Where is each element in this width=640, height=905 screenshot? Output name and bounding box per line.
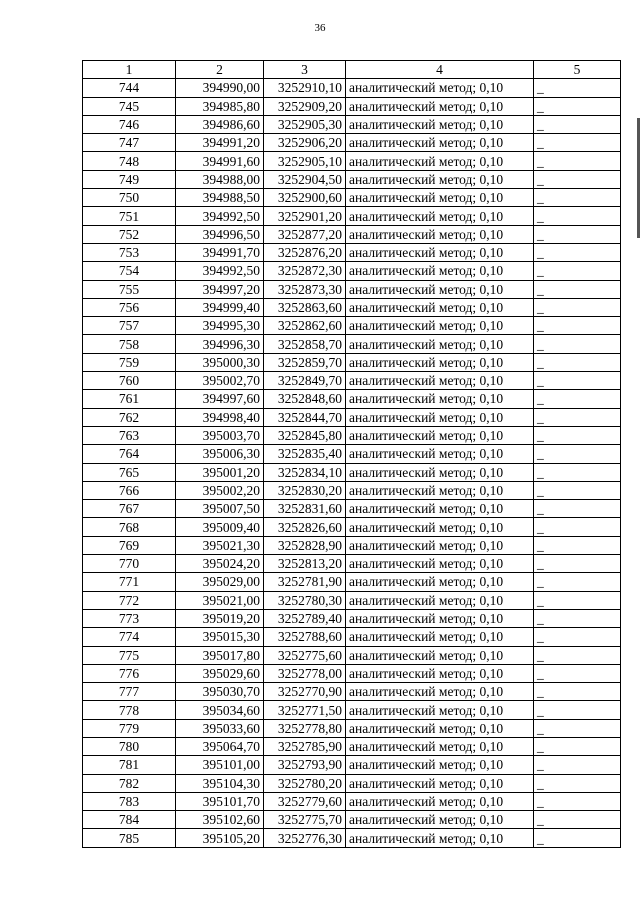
method-cell: аналитический метод; 0,10 xyxy=(346,207,534,225)
x-coordinate-cell: 394997,60 xyxy=(176,390,264,408)
description-cell: _ xyxy=(534,207,621,225)
description-cell: _ xyxy=(534,353,621,371)
method-cell: аналитический метод; 0,10 xyxy=(346,170,534,188)
method-cell: аналитический метод; 0,10 xyxy=(346,134,534,152)
y-coordinate-cell: 3252813,20 xyxy=(264,555,346,573)
y-coordinate-cell: 3252849,70 xyxy=(264,372,346,390)
table-row xyxy=(83,481,621,499)
point-number-cell: 784 xyxy=(83,811,176,829)
x-coordinate-cell: 394996,50 xyxy=(176,225,264,243)
description-cell: _ xyxy=(534,481,621,499)
table-row xyxy=(83,353,621,371)
method-cell: аналитический метод; 0,10 xyxy=(346,829,534,847)
table-row xyxy=(83,609,621,627)
point-number-cell: 783 xyxy=(83,792,176,810)
y-coordinate-cell: 3252775,60 xyxy=(264,646,346,664)
x-coordinate-cell: 394988,50 xyxy=(176,189,264,207)
description-cell: _ xyxy=(534,280,621,298)
description-cell: _ xyxy=(534,536,621,554)
y-coordinate-cell: 3252901,20 xyxy=(264,207,346,225)
point-number-cell: 754 xyxy=(83,262,176,280)
table-row xyxy=(83,536,621,554)
method-cell: аналитический метод; 0,10 xyxy=(346,664,534,682)
x-coordinate-cell: 394991,20 xyxy=(176,134,264,152)
table-row xyxy=(83,646,621,664)
method-cell: аналитический метод; 0,10 xyxy=(346,500,534,518)
point-number-cell: 773 xyxy=(83,609,176,627)
y-coordinate-cell: 3252905,30 xyxy=(264,115,346,133)
point-number-cell: 758 xyxy=(83,335,176,353)
x-coordinate-cell: 394992,50 xyxy=(176,207,264,225)
table-row xyxy=(83,445,621,463)
point-number-cell: 767 xyxy=(83,500,176,518)
point-number-cell: 772 xyxy=(83,591,176,609)
description-cell: _ xyxy=(534,408,621,426)
y-coordinate-cell: 3252863,60 xyxy=(264,298,346,316)
table-row xyxy=(83,152,621,170)
x-coordinate-cell: 395101,00 xyxy=(176,756,264,774)
table-row xyxy=(83,792,621,810)
header-col-5: 5 xyxy=(534,61,621,79)
x-coordinate-cell: 395006,30 xyxy=(176,445,264,463)
point-number-cell: 775 xyxy=(83,646,176,664)
method-cell: аналитический метод; 0,10 xyxy=(346,555,534,573)
point-number-cell: 777 xyxy=(83,683,176,701)
y-coordinate-cell: 3252844,70 xyxy=(264,408,346,426)
y-coordinate-cell: 3252877,20 xyxy=(264,225,346,243)
y-coordinate-cell: 3252909,20 xyxy=(264,97,346,115)
method-cell: аналитический метод; 0,10 xyxy=(346,774,534,792)
point-number-cell: 762 xyxy=(83,408,176,426)
y-coordinate-cell: 3252781,90 xyxy=(264,573,346,591)
y-coordinate-cell: 3252775,70 xyxy=(264,811,346,829)
y-coordinate-cell: 3252873,30 xyxy=(264,280,346,298)
method-cell: аналитический метод; 0,10 xyxy=(346,390,534,408)
table-row xyxy=(83,262,621,280)
description-cell: _ xyxy=(534,829,621,847)
point-number-cell: 744 xyxy=(83,79,176,97)
x-coordinate-cell: 395007,50 xyxy=(176,500,264,518)
table-row xyxy=(83,372,621,390)
y-coordinate-cell: 3252848,60 xyxy=(264,390,346,408)
point-number-cell: 766 xyxy=(83,481,176,499)
y-coordinate-cell: 3252778,80 xyxy=(264,719,346,737)
x-coordinate-cell: 395001,20 xyxy=(176,463,264,481)
description-cell: _ xyxy=(534,518,621,536)
y-coordinate-cell: 3252778,00 xyxy=(264,664,346,682)
description-cell: _ xyxy=(534,79,621,97)
table-row xyxy=(83,628,621,646)
x-coordinate-cell: 395064,70 xyxy=(176,737,264,755)
description-cell: _ xyxy=(534,573,621,591)
y-coordinate-cell: 3252789,40 xyxy=(264,609,346,627)
point-number-cell: 749 xyxy=(83,170,176,188)
method-cell: аналитический метод; 0,10 xyxy=(346,372,534,390)
method-cell: аналитический метод; 0,10 xyxy=(346,683,534,701)
page-number: 36 xyxy=(314,22,326,34)
description-cell: _ xyxy=(534,591,621,609)
y-coordinate-cell: 3252776,30 xyxy=(264,829,346,847)
x-coordinate-cell: 394991,60 xyxy=(176,152,264,170)
method-cell: аналитический метод; 0,10 xyxy=(346,335,534,353)
description-cell: _ xyxy=(534,774,621,792)
description-cell: _ xyxy=(534,445,621,463)
method-cell: аналитический метод; 0,10 xyxy=(346,408,534,426)
description-cell: _ xyxy=(534,170,621,188)
y-coordinate-cell: 3252910,10 xyxy=(264,79,346,97)
table-row xyxy=(83,591,621,609)
description-cell: _ xyxy=(534,646,621,664)
point-number-cell: 764 xyxy=(83,445,176,463)
point-number-cell: 782 xyxy=(83,774,176,792)
x-coordinate-cell: 395034,60 xyxy=(176,701,264,719)
table-row xyxy=(83,573,621,591)
x-coordinate-cell: 395019,20 xyxy=(176,609,264,627)
table-row xyxy=(83,225,621,243)
x-coordinate-cell: 395102,60 xyxy=(176,811,264,829)
table-row xyxy=(83,701,621,719)
method-cell: аналитический метод; 0,10 xyxy=(346,426,534,444)
y-coordinate-cell: 3252771,50 xyxy=(264,701,346,719)
x-coordinate-cell: 394986,60 xyxy=(176,115,264,133)
table-row xyxy=(83,737,621,755)
method-cell: аналитический метод; 0,10 xyxy=(346,811,534,829)
y-coordinate-cell: 3252770,90 xyxy=(264,683,346,701)
description-cell: _ xyxy=(534,335,621,353)
x-coordinate-cell: 394995,30 xyxy=(176,317,264,335)
header-col-2: 2 xyxy=(176,61,264,79)
y-coordinate-cell: 3252905,10 xyxy=(264,152,346,170)
point-number-cell: 771 xyxy=(83,573,176,591)
method-cell: аналитический метод; 0,10 xyxy=(346,445,534,463)
method-cell: аналитический метод; 0,10 xyxy=(346,792,534,810)
point-number-cell: 747 xyxy=(83,134,176,152)
table-row xyxy=(83,280,621,298)
table-header-row xyxy=(83,61,621,79)
method-cell: аналитический метод; 0,10 xyxy=(346,152,534,170)
point-number-cell: 776 xyxy=(83,664,176,682)
x-coordinate-cell: 395000,30 xyxy=(176,353,264,371)
table-row xyxy=(83,463,621,481)
table-row xyxy=(83,335,621,353)
table-row xyxy=(83,115,621,133)
table-row xyxy=(83,719,621,737)
y-coordinate-cell: 3252785,90 xyxy=(264,737,346,755)
x-coordinate-cell: 395101,70 xyxy=(176,792,264,810)
point-number-cell: 752 xyxy=(83,225,176,243)
description-cell: _ xyxy=(534,628,621,646)
description-cell: _ xyxy=(534,97,621,115)
point-number-cell: 759 xyxy=(83,353,176,371)
table-row xyxy=(83,79,621,97)
y-coordinate-cell: 3252859,70 xyxy=(264,353,346,371)
table-row xyxy=(83,317,621,335)
description-cell: _ xyxy=(534,426,621,444)
y-coordinate-cell: 3252876,20 xyxy=(264,243,346,261)
x-coordinate-cell: 395017,80 xyxy=(176,646,264,664)
table-row xyxy=(83,97,621,115)
x-coordinate-cell: 394985,80 xyxy=(176,97,264,115)
table-body xyxy=(83,79,621,847)
x-coordinate-cell: 395030,70 xyxy=(176,683,264,701)
description-cell: _ xyxy=(534,134,621,152)
y-coordinate-cell: 3252779,60 xyxy=(264,792,346,810)
point-number-cell: 745 xyxy=(83,97,176,115)
method-cell: аналитический метод; 0,10 xyxy=(346,262,534,280)
description-cell: _ xyxy=(534,792,621,810)
point-number-cell: 781 xyxy=(83,756,176,774)
x-coordinate-cell: 395029,60 xyxy=(176,664,264,682)
description-cell: _ xyxy=(534,811,621,829)
table-row xyxy=(83,829,621,847)
method-cell: аналитический метод; 0,10 xyxy=(346,719,534,737)
description-cell: _ xyxy=(534,500,621,518)
description-cell: _ xyxy=(534,298,621,316)
point-number-cell: 765 xyxy=(83,463,176,481)
point-number-cell: 746 xyxy=(83,115,176,133)
table-row xyxy=(83,426,621,444)
table-row xyxy=(83,390,621,408)
y-coordinate-cell: 3252788,60 xyxy=(264,628,346,646)
y-coordinate-cell: 3252780,30 xyxy=(264,591,346,609)
method-cell: аналитический метод; 0,10 xyxy=(346,243,534,261)
description-cell: _ xyxy=(534,317,621,335)
table-row xyxy=(83,134,621,152)
table-row xyxy=(83,170,621,188)
description-cell: _ xyxy=(534,463,621,481)
x-coordinate-cell: 394990,00 xyxy=(176,79,264,97)
x-coordinate-cell: 394988,00 xyxy=(176,170,264,188)
y-coordinate-cell: 3252904,50 xyxy=(264,170,346,188)
x-coordinate-cell: 395104,30 xyxy=(176,774,264,792)
point-number-cell: 755 xyxy=(83,280,176,298)
x-coordinate-cell: 395009,40 xyxy=(176,518,264,536)
description-cell: _ xyxy=(534,372,621,390)
point-number-cell: 778 xyxy=(83,701,176,719)
table-row xyxy=(83,189,621,207)
x-coordinate-cell: 395002,70 xyxy=(176,372,264,390)
y-coordinate-cell: 3252900,60 xyxy=(264,189,346,207)
x-coordinate-cell: 395029,00 xyxy=(176,573,264,591)
table-row xyxy=(83,555,621,573)
description-cell: _ xyxy=(534,555,621,573)
x-coordinate-cell: 395024,20 xyxy=(176,555,264,573)
point-number-cell: 756 xyxy=(83,298,176,316)
table-row xyxy=(83,774,621,792)
table-row xyxy=(83,408,621,426)
point-number-cell: 780 xyxy=(83,737,176,755)
description-cell: _ xyxy=(534,225,621,243)
method-cell: аналитический метод; 0,10 xyxy=(346,97,534,115)
method-cell: аналитический метод; 0,10 xyxy=(346,609,534,627)
description-cell: _ xyxy=(534,390,621,408)
point-number-cell: 774 xyxy=(83,628,176,646)
description-cell: _ xyxy=(534,189,621,207)
y-coordinate-cell: 3252835,40 xyxy=(264,445,346,463)
header-col-4: 4 xyxy=(346,61,534,79)
x-coordinate-cell: 394999,40 xyxy=(176,298,264,316)
table-row xyxy=(83,518,621,536)
method-cell: аналитический метод; 0,10 xyxy=(346,298,534,316)
y-coordinate-cell: 3252845,80 xyxy=(264,426,346,444)
method-cell: аналитический метод; 0,10 xyxy=(346,646,534,664)
x-coordinate-cell: 395021,30 xyxy=(176,536,264,554)
description-cell: _ xyxy=(534,719,621,737)
point-number-cell: 761 xyxy=(83,390,176,408)
y-coordinate-cell: 3252906,20 xyxy=(264,134,346,152)
x-coordinate-cell: 394997,20 xyxy=(176,280,264,298)
y-coordinate-cell: 3252780,20 xyxy=(264,774,346,792)
description-cell: _ xyxy=(534,243,621,261)
y-coordinate-cell: 3252828,90 xyxy=(264,536,346,554)
x-coordinate-cell: 395033,60 xyxy=(176,719,264,737)
description-cell: _ xyxy=(534,756,621,774)
point-number-cell: 753 xyxy=(83,243,176,261)
y-coordinate-cell: 3252862,60 xyxy=(264,317,346,335)
y-coordinate-cell: 3252826,60 xyxy=(264,518,346,536)
description-cell: _ xyxy=(534,664,621,682)
method-cell: аналитический метод; 0,10 xyxy=(346,115,534,133)
y-coordinate-cell: 3252831,60 xyxy=(264,500,346,518)
point-number-cell: 760 xyxy=(83,372,176,390)
method-cell: аналитический метод; 0,10 xyxy=(346,79,534,97)
y-coordinate-cell: 3252872,30 xyxy=(264,262,346,280)
coordinates-table xyxy=(82,60,621,848)
header-col-3: 3 xyxy=(264,61,346,79)
point-number-cell: 770 xyxy=(83,555,176,573)
method-cell: аналитический метод; 0,10 xyxy=(346,280,534,298)
x-coordinate-cell: 395021,00 xyxy=(176,591,264,609)
description-cell: _ xyxy=(534,115,621,133)
point-number-cell: 750 xyxy=(83,189,176,207)
description-cell: _ xyxy=(534,683,621,701)
table-row xyxy=(83,298,621,316)
y-coordinate-cell: 3252834,10 xyxy=(264,463,346,481)
x-coordinate-cell: 395003,70 xyxy=(176,426,264,444)
description-cell: _ xyxy=(534,152,621,170)
header-col-1: 1 xyxy=(83,61,176,79)
method-cell: аналитический метод; 0,10 xyxy=(346,189,534,207)
x-coordinate-cell: 394992,50 xyxy=(176,262,264,280)
table-row xyxy=(83,500,621,518)
method-cell: аналитический метод; 0,10 xyxy=(346,481,534,499)
x-coordinate-cell: 394996,30 xyxy=(176,335,264,353)
point-number-cell: 757 xyxy=(83,317,176,335)
point-number-cell: 751 xyxy=(83,207,176,225)
x-coordinate-cell: 395105,20 xyxy=(176,829,264,847)
table-row xyxy=(83,811,621,829)
method-cell: аналитический метод; 0,10 xyxy=(346,628,534,646)
method-cell: аналитический метод; 0,10 xyxy=(346,353,534,371)
point-number-cell: 785 xyxy=(83,829,176,847)
method-cell: аналитический метод; 0,10 xyxy=(346,573,534,591)
x-coordinate-cell: 394998,40 xyxy=(176,408,264,426)
x-coordinate-cell: 394991,70 xyxy=(176,243,264,261)
method-cell: аналитический метод; 0,10 xyxy=(346,536,534,554)
method-cell: аналитический метод; 0,10 xyxy=(346,737,534,755)
method-cell: аналитический метод; 0,10 xyxy=(346,591,534,609)
y-coordinate-cell: 3252793,90 xyxy=(264,756,346,774)
x-coordinate-cell: 395002,20 xyxy=(176,481,264,499)
table-row xyxy=(83,756,621,774)
x-coordinate-cell: 395015,30 xyxy=(176,628,264,646)
method-cell: аналитический метод; 0,10 xyxy=(346,701,534,719)
method-cell: аналитический метод; 0,10 xyxy=(346,463,534,481)
y-coordinate-cell: 3252830,20 xyxy=(264,481,346,499)
description-cell: _ xyxy=(534,701,621,719)
table-row xyxy=(83,683,621,701)
point-number-cell: 763 xyxy=(83,426,176,444)
method-cell: аналитический метод; 0,10 xyxy=(346,756,534,774)
description-cell: _ xyxy=(534,609,621,627)
table-row xyxy=(83,207,621,225)
table-row xyxy=(83,664,621,682)
y-coordinate-cell: 3252858,70 xyxy=(264,335,346,353)
method-cell: аналитический метод; 0,10 xyxy=(346,225,534,243)
table-row xyxy=(83,243,621,261)
point-number-cell: 769 xyxy=(83,536,176,554)
point-number-cell: 768 xyxy=(83,518,176,536)
description-cell: _ xyxy=(534,737,621,755)
description-cell: _ xyxy=(534,262,621,280)
point-number-cell: 779 xyxy=(83,719,176,737)
method-cell: аналитический метод; 0,10 xyxy=(346,317,534,335)
method-cell: аналитический метод; 0,10 xyxy=(346,518,534,536)
point-number-cell: 748 xyxy=(83,152,176,170)
